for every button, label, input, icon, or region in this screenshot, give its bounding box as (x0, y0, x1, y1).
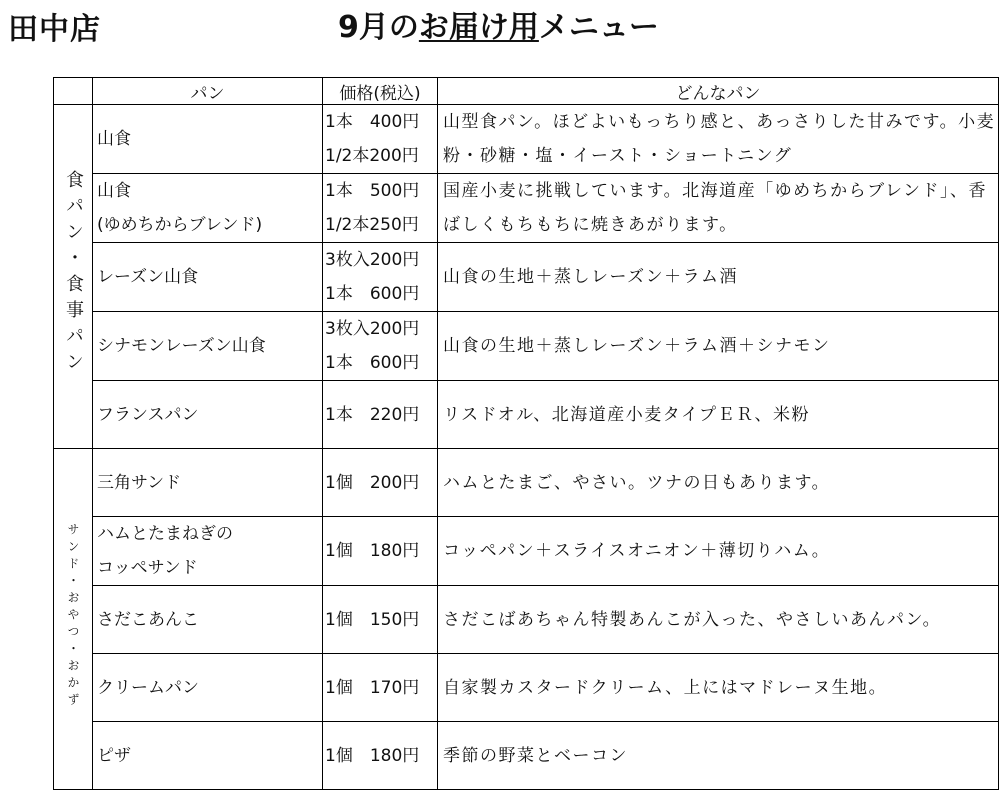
price-cell (323, 243, 438, 312)
description-text: さだこばあちゃん特製あんこが入った、やさしいあんパン。 (443, 609, 942, 630)
title-part1: 9月の (338, 10, 419, 45)
menu-table (53, 77, 999, 790)
table-row (54, 449, 999, 517)
description-text: 季節の野菜とベーコン (443, 745, 628, 766)
price-value: 1/2本200円 (325, 146, 419, 166)
category-label: サンド・おやつ・おかず (66, 523, 80, 710)
description-text: 山食の生地＋蒸しレーズン＋ラム酒＋シナモン (443, 336, 831, 356)
price-value: 1本 220円 (325, 404, 420, 425)
bread-name: さだこあんこ (97, 609, 199, 630)
table-row (54, 517, 999, 586)
description-cell (438, 654, 999, 722)
table-row (54, 381, 999, 449)
header-bread: パン (93, 78, 323, 105)
bread-name-cell (93, 586, 323, 654)
price-value: 1本 600円 (325, 284, 420, 304)
title-underlined: お届け用 (418, 10, 539, 45)
bread-name-cell (93, 381, 323, 449)
bread-name: フランスパン (97, 404, 199, 425)
header-row (54, 78, 999, 105)
bread-name: コッペサンド (97, 558, 198, 578)
price-cell (323, 517, 438, 586)
bread-name-cell (93, 243, 323, 312)
description-cell (438, 722, 999, 790)
category-label: 食パン・食事パン (63, 170, 84, 378)
title-part2: メニュー (538, 10, 659, 45)
description-cell (438, 517, 999, 586)
table-row (54, 174, 999, 243)
table-row (54, 243, 999, 312)
description-text: 国産小麦に挑戦しています。北海道産「ゆめちからブレンド」、香ばしくもちもちに焼きあがります。 (443, 181, 988, 235)
bread-name-cell (93, 722, 323, 790)
category-cell (54, 449, 93, 790)
bread-name-cell (93, 174, 323, 243)
price-cell (323, 105, 438, 174)
bread-name: クリームパン (97, 677, 199, 698)
description-text: 山型食パン。ほどよいもっちり感と、あっさりした甘みです。小麦粉・砂糖・塩・イースト・ショートニング (443, 112, 996, 166)
header-description: どんなパン (438, 78, 999, 105)
description-text: リスドオル、北海道産小麦タイプＥＲ、米粉 (443, 404, 810, 425)
description-cell (438, 381, 999, 449)
description-text: 自家製カスタードクリーム、上にはマドレーヌ生地。 (443, 677, 888, 698)
table-row (54, 312, 999, 381)
price-value: 1個 180円 (325, 745, 420, 766)
description-cell (438, 449, 999, 517)
bread-name: レーズン山食 (97, 267, 199, 287)
price-value: 1個 150円 (325, 609, 420, 630)
description-text: 山食の生地＋蒸しレーズン＋ラム酒 (443, 267, 738, 287)
price-cell (323, 312, 438, 381)
bread-name-cell (93, 517, 323, 586)
description-cell (438, 174, 999, 243)
table-row (54, 105, 999, 174)
shop-name: 田中店 (8, 12, 101, 47)
price-value: 1本 400円 (325, 112, 420, 132)
price-value: 1個 200円 (325, 472, 420, 493)
price-value: 1/2本250円 (325, 215, 419, 235)
description-cell (438, 105, 999, 174)
price-value: 1個 180円 (325, 541, 420, 561)
price-value: 1本 600円 (325, 353, 420, 373)
page-title (338, 2, 659, 46)
header-category (54, 78, 93, 105)
bread-name-cell (93, 105, 323, 174)
description-text: ハムとたまご、やさい。ツナの日もあります。 (443, 472, 831, 493)
price-cell (323, 586, 438, 654)
price-value: 3枚入200円 (325, 319, 420, 339)
menu-body (54, 105, 999, 790)
price-value: 1本 500円 (325, 181, 420, 201)
price-cell (323, 654, 438, 722)
price-cell (323, 449, 438, 517)
table-row (54, 722, 999, 790)
bread-name: 山食 (97, 181, 131, 201)
price-value: 3枚入200円 (325, 250, 420, 270)
description-cell (438, 586, 999, 654)
price-value: 1個 170円 (325, 677, 420, 698)
description-text: コッペパン＋スライスオニオン＋薄切りハム。 (443, 541, 831, 561)
category-cell (54, 105, 93, 449)
table-row (54, 654, 999, 722)
bread-name: 山食 (97, 129, 131, 149)
description-cell (438, 243, 999, 312)
bread-name: (ゆめちからブレンド) (97, 215, 263, 235)
bread-name: シナモンレーズン山食 (97, 336, 266, 356)
bread-name: 三角サンド (97, 472, 182, 493)
bread-name-cell (93, 654, 323, 722)
bread-name: ピザ (97, 745, 131, 766)
price-cell (323, 381, 438, 449)
bread-name-cell (93, 449, 323, 517)
table-row (54, 586, 999, 654)
bread-name-cell (93, 312, 323, 381)
price-cell (323, 174, 438, 243)
price-cell (323, 722, 438, 790)
bread-name: ハムとたまねぎの (97, 524, 233, 544)
description-cell (438, 312, 999, 381)
header-price: 価格(税込) (323, 78, 438, 105)
